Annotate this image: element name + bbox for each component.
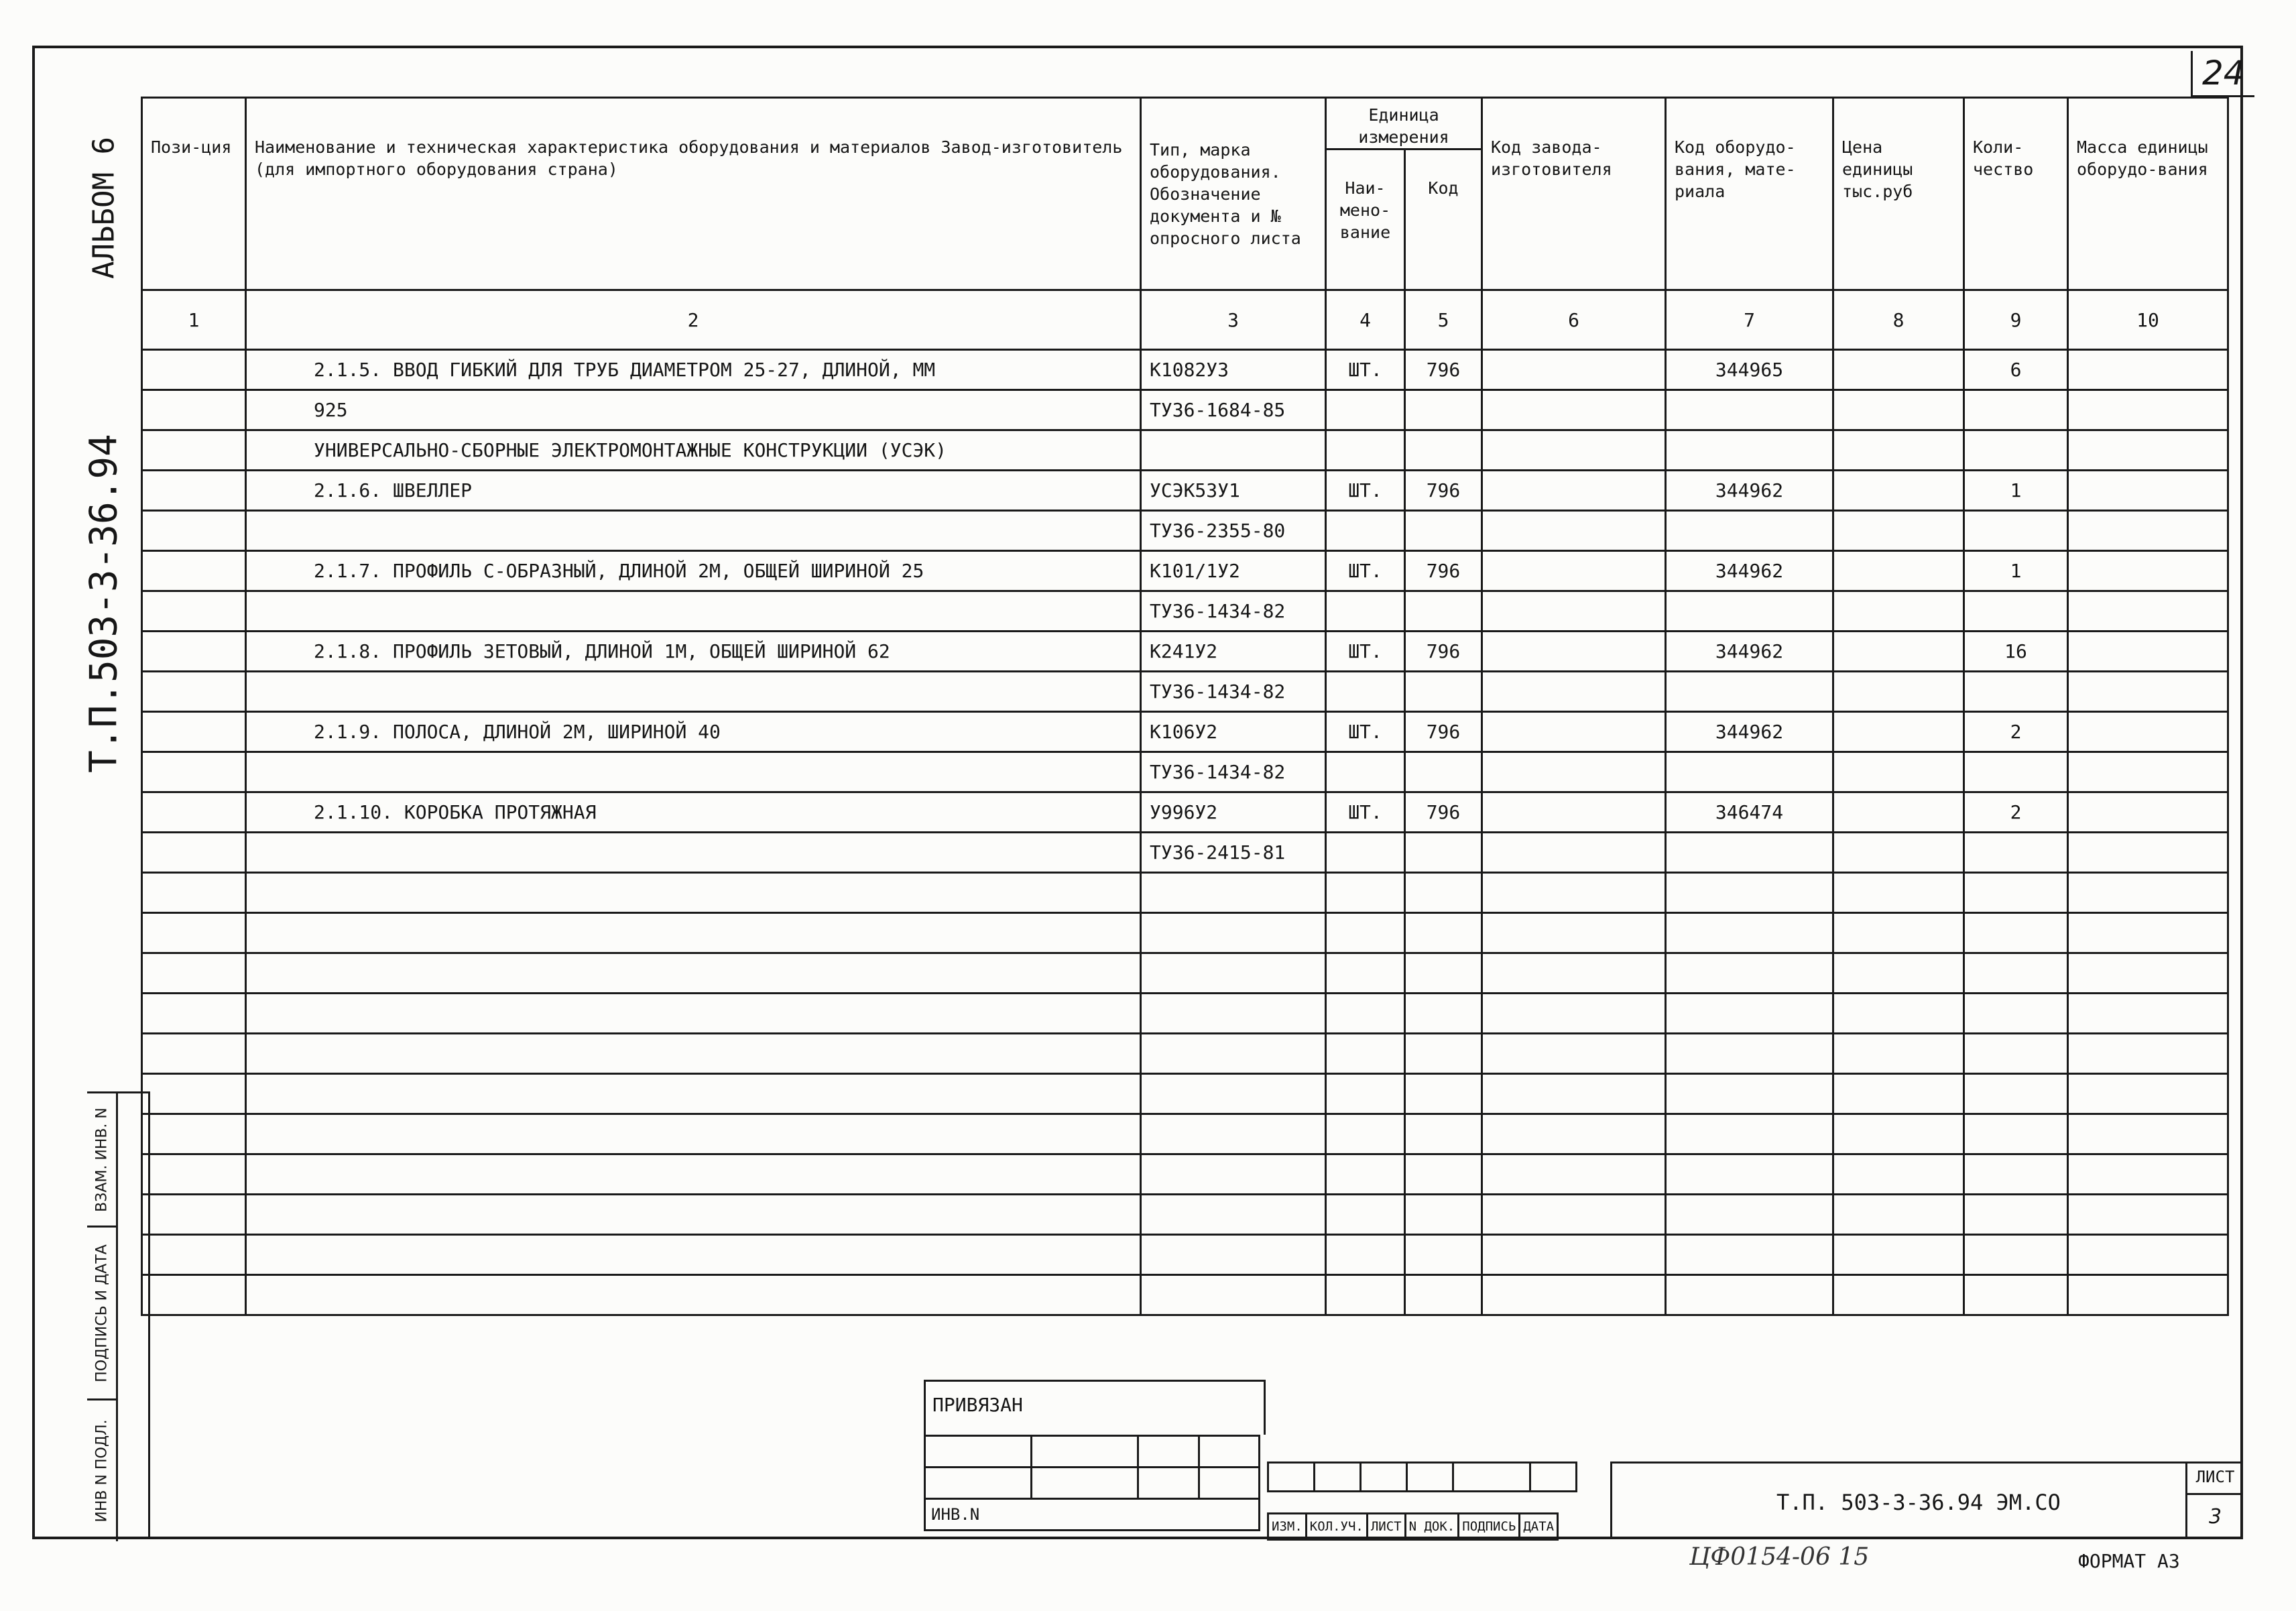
cell-unit_code	[1405, 511, 1482, 551]
table-row	[142, 672, 2228, 712]
cell-unit_code	[1405, 390, 1482, 430]
table-row	[142, 1154, 2228, 1195]
cell-unit_code: 796	[1405, 551, 1482, 591]
cell-name: 2.1.9. ПОЛОСА, ДЛИНОЙ 2М, ШИРИНОЙ 40	[246, 712, 1141, 752]
cell-unit: ШТ.	[1326, 471, 1405, 511]
side-document-code: Т.П.503-3-36.94	[82, 434, 126, 773]
cell-qty	[1964, 672, 2068, 712]
header-quantity: Коли-чество	[1964, 98, 2068, 290]
table-row	[142, 1195, 2228, 1235]
cell-unit_code	[1405, 591, 1482, 632]
cell-qty	[1964, 752, 2068, 792]
cell-qty: 6	[1964, 350, 2068, 390]
cell-code: 344962	[1666, 632, 1833, 672]
format-label: ФОРМАТ А3	[2078, 1550, 2180, 1572]
cell-code	[1666, 390, 1833, 430]
cell-type: УСЭК53У1	[1141, 471, 1326, 511]
cell-name: 2.1.10. КОРОБКА ПРОТЯЖНАЯ	[246, 792, 1141, 833]
header-mass: Масса единицы оборудо-вания	[2068, 98, 2228, 290]
header-position: Пози-ция	[142, 98, 246, 290]
cell-code	[1666, 591, 1833, 632]
header-unit-name: Наи-мено-вание	[1326, 150, 1405, 290]
cell-unit: ШТ.	[1326, 350, 1405, 390]
cell-name: 2.1.8. ПРОФИЛЬ ЗЕТОВЫЙ, ДЛИНОЙ 1М, ОБЩЕЙ ШИРИНОЙ 62	[246, 632, 1141, 672]
header-unit-code: Код	[1405, 150, 1482, 290]
cell-type: ТУ36-1434-82	[1141, 591, 1326, 632]
table-row	[142, 712, 2228, 752]
cell-unit: ШТ.	[1326, 632, 1405, 672]
cell-type: ТУ36-2415-81	[1141, 833, 1326, 873]
cell-name: 2.1.6. ШВЕЛЛЕР	[246, 471, 1141, 511]
table-row	[142, 390, 2228, 430]
cell-code	[1666, 752, 1833, 792]
cell-unit_code: 796	[1405, 792, 1482, 833]
cell-unit_code	[1405, 752, 1482, 792]
table-row	[142, 994, 2228, 1034]
header-type: Тип, марка оборудования. Обозначение документа и № опросного листа	[1141, 98, 1326, 290]
cell-type	[1141, 430, 1326, 471]
table-row	[142, 1235, 2228, 1275]
cell-type: К241У2	[1141, 632, 1326, 672]
cell-unit	[1326, 672, 1405, 712]
cell-name: 925	[246, 390, 1141, 430]
table-row	[142, 913, 2228, 953]
handwritten-archive-number: ЦФ0154-06 15	[1689, 1543, 1870, 1571]
cell-type: ТУ36-1434-82	[1141, 672, 1326, 712]
cell-code: 344962	[1666, 551, 1833, 591]
privyazan-label: ПРИВЯЗАН	[924, 1380, 1266, 1435]
cell-type: К101/1У2	[1141, 551, 1326, 591]
table-row	[142, 551, 2228, 591]
cell-name	[246, 511, 1141, 551]
cell-name	[246, 752, 1141, 792]
header-units: Единица измерения	[1326, 98, 1482, 150]
cell-unit_code: 796	[1405, 712, 1482, 752]
cell-unit: ШТ.	[1326, 551, 1405, 591]
cell-unit_code: 796	[1405, 350, 1482, 390]
cell-unit	[1326, 833, 1405, 873]
sheet-label: ЛИСТ	[2185, 1461, 2243, 1495]
inv-n-label: ИНВ.N	[931, 1505, 980, 1524]
cell-unit	[1326, 430, 1405, 471]
cell-name	[246, 591, 1141, 632]
specification-table	[141, 97, 2229, 1316]
table-row	[142, 591, 2228, 632]
table-row	[142, 873, 2228, 913]
document-code: Т.П. 503-3-36.94 ЭМ.СО	[1776, 1490, 2061, 1515]
cell-code	[1666, 511, 1833, 551]
cell-unit	[1326, 511, 1405, 551]
cell-unit: ШТ.	[1326, 712, 1405, 752]
table-row	[142, 632, 2228, 672]
cell-code: 344962	[1666, 471, 1833, 511]
cell-qty: 2	[1964, 712, 2068, 752]
cell-unit	[1326, 390, 1405, 430]
table-row	[142, 1074, 2228, 1114]
cell-name: 2.1.5. ВВОД ГИБКИЙ ДЛЯ ТРУБ ДИАМЕТРОМ 25-27, ДЛИНОЙ, ММ	[246, 350, 1141, 390]
cell-type: У996У2	[1141, 792, 1326, 833]
cell-type: ТУ36-1684-85	[1141, 390, 1326, 430]
cell-code: 346474	[1666, 792, 1833, 833]
cell-unit: ШТ.	[1326, 792, 1405, 833]
table-row	[142, 430, 2228, 471]
page-number: 24	[2191, 51, 2254, 97]
cell-unit_code	[1405, 430, 1482, 471]
header-price: Цена единицы тыс.руб	[1833, 98, 1964, 290]
cell-qty	[1964, 390, 2068, 430]
table-row	[142, 1034, 2228, 1074]
revision-labels: ИЗМ. КОЛ.УЧ. ЛИСТ N ДОК. ПОДПИСЬ ДАТА	[1267, 1512, 1559, 1541]
inventory-stamp-column	[87, 1091, 150, 1539]
header-equipment-code: Код оборудо-вания, мате-риала	[1666, 98, 1833, 290]
cell-code	[1666, 430, 1833, 471]
table-row	[142, 1114, 2228, 1154]
table-row	[142, 833, 2228, 873]
table-row	[142, 953, 2228, 994]
table-row	[142, 511, 2228, 551]
inv-cell-sign: ПОДПИСЬ И ДАТА	[87, 1228, 118, 1400]
cell-qty	[1964, 833, 2068, 873]
table-row	[142, 792, 2228, 833]
cell-code: 344962	[1666, 712, 1833, 752]
cell-code	[1666, 672, 1833, 712]
cell-unit_code	[1405, 833, 1482, 873]
table-row	[142, 1275, 2228, 1315]
table-row	[142, 752, 2228, 792]
table-row	[142, 471, 2228, 511]
cell-code: 344965	[1666, 350, 1833, 390]
cell-type: ТУ36-1434-82	[1141, 752, 1326, 792]
cell-unit_code	[1405, 672, 1482, 712]
cell-type: К1082У3	[1141, 350, 1326, 390]
side-album-label: АЛЬБОМ 6	[86, 137, 121, 279]
cell-name: УНИВЕРСАЛЬНО-СБОРНЫЕ ЭЛЕКТРОМОНТАЖНЫЕ КОНСТРУКЦИИ (УСЭК)	[246, 430, 1141, 471]
cell-qty: 1	[1964, 551, 2068, 591]
cell-qty: 1	[1964, 471, 2068, 511]
table-row	[142, 350, 2228, 390]
cell-qty	[1964, 511, 2068, 551]
cell-qty	[1964, 591, 2068, 632]
cell-name	[246, 833, 1141, 873]
cell-name: 2.1.7. ПРОФИЛЬ С-ОБРАЗНЫЙ, ДЛИНОЙ 2М, ОБЩЕЙ ШИРИНОЙ 25	[246, 551, 1141, 591]
cell-unit	[1326, 591, 1405, 632]
cell-name	[246, 672, 1141, 712]
cell-qty	[1964, 430, 2068, 471]
inv-cell-podl: ИНВ N ПОДЛ.	[87, 1400, 118, 1541]
column-number-row: 1 2 3 4 5 6 7 8 9 10	[142, 290, 2228, 350]
header-name: Наименование и техническая характеристика оборудования и материалов Завод-изготовитель (для импортного оборудования страна)	[246, 98, 1141, 290]
cell-qty: 2	[1964, 792, 2068, 833]
revision-grid	[1267, 1461, 1577, 1492]
cell-unit_code: 796	[1405, 632, 1482, 672]
cell-type: К106У2	[1141, 712, 1326, 752]
cell-unit_code: 796	[1405, 471, 1482, 511]
cell-code	[1666, 833, 1833, 873]
cell-unit	[1326, 752, 1405, 792]
privyazan-grid	[924, 1435, 1260, 1531]
cell-type: ТУ36-2355-80	[1141, 511, 1326, 551]
inv-cell-zam: ВЗАМ. ИНВ. N	[87, 1093, 118, 1228]
cell-qty: 16	[1964, 632, 2068, 672]
sheet-number: 3	[2185, 1495, 2243, 1539]
header-factory-code: Код завода-изготовителя	[1482, 98, 1666, 290]
